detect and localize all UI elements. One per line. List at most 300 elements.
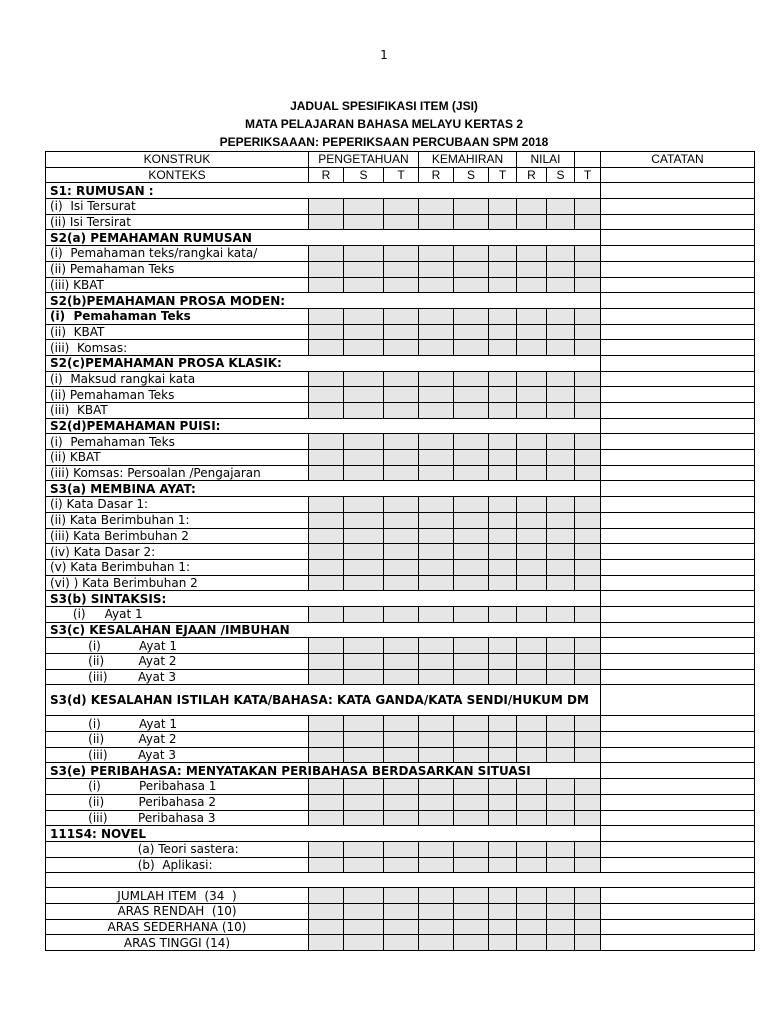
table-row-item — [46, 403, 755, 419]
score-cell — [489, 747, 517, 763]
score-cell — [344, 903, 384, 919]
score-cell — [419, 654, 454, 670]
score-cell — [489, 450, 517, 466]
header-empty-cell — [575, 152, 601, 168]
score-cell — [344, 857, 384, 873]
item-label: (iii) KBAT — [46, 403, 309, 419]
score-cell — [384, 559, 419, 575]
table-row-item — [46, 214, 755, 230]
catatan-cell — [601, 246, 755, 262]
item-label: (iii) Kata Berimbuhan 2 — [46, 528, 309, 544]
score-cell — [419, 732, 454, 748]
score-cell — [454, 638, 489, 654]
catatan-cell — [601, 841, 755, 857]
score-cell — [454, 779, 489, 795]
score-cell — [489, 261, 517, 277]
score-cell — [454, 450, 489, 466]
table-row-item — [46, 308, 755, 324]
jsi-table-body — [46, 183, 755, 951]
score-cell — [344, 497, 384, 513]
score-cell — [547, 214, 575, 230]
catatan-cell — [601, 528, 755, 544]
table-row-item — [46, 450, 755, 466]
header-sub-s: S — [454, 167, 489, 183]
score-cell — [575, 794, 601, 810]
catatan-cell — [601, 669, 755, 685]
score-cell — [489, 246, 517, 262]
score-cell — [454, 497, 489, 513]
catatan-cell — [601, 935, 755, 951]
score-cell — [489, 214, 517, 230]
item-label: (iii) KBAT — [46, 277, 309, 293]
score-cell — [344, 199, 384, 215]
score-cell — [454, 387, 489, 403]
score-cell — [575, 403, 601, 419]
item-label: (i) Pemahaman Teks — [46, 308, 309, 324]
total-label: ARAS TINGGI (14) — [46, 935, 309, 951]
score-cell — [547, 559, 575, 575]
catatan-cell — [601, 826, 755, 842]
table-row-item — [46, 371, 755, 387]
catatan-cell — [601, 183, 755, 199]
score-cell — [454, 340, 489, 356]
score-cell — [384, 246, 419, 262]
score-cell — [547, 528, 575, 544]
score-cell — [309, 544, 344, 560]
score-cell — [575, 277, 601, 293]
catatan-cell — [601, 403, 755, 419]
catatan-cell — [601, 355, 755, 371]
score-cell — [454, 857, 489, 873]
score-cell — [547, 324, 575, 340]
item-label: (ii) Isi Tersirat — [46, 214, 309, 230]
score-cell — [517, 638, 547, 654]
score-cell — [454, 214, 489, 230]
catatan-cell — [601, 371, 755, 387]
score-cell — [419, 559, 454, 575]
score-cell — [309, 277, 344, 293]
score-cell — [517, 497, 547, 513]
score-cell — [547, 544, 575, 560]
total-label: ARAS SEDERHANA (10) — [46, 919, 309, 935]
score-cell — [384, 903, 419, 919]
score-cell — [344, 888, 384, 904]
catatan-cell — [601, 324, 755, 340]
score-cell — [454, 903, 489, 919]
score-cell — [309, 450, 344, 466]
score-cell — [547, 810, 575, 826]
table-row-item — [46, 246, 755, 262]
score-cell — [309, 732, 344, 748]
score-cell — [384, 654, 419, 670]
item-label: (b) Aplikasi: — [46, 857, 309, 873]
item-label: (i) Pemahaman Teks — [46, 434, 309, 450]
score-cell — [517, 261, 547, 277]
total-label: ARAS RENDAH (10) — [46, 903, 309, 919]
score-cell — [384, 512, 419, 528]
catatan-cell — [601, 591, 755, 607]
item-label: (iii) Komsas: Persoalan /Pengajaran — [46, 465, 309, 481]
score-cell — [419, 810, 454, 826]
catatan-cell — [601, 465, 755, 481]
header-nilai: NILAI — [517, 152, 575, 168]
score-cell — [517, 903, 547, 919]
score-cell — [575, 497, 601, 513]
score-cell — [517, 716, 547, 732]
table-row-total — [46, 919, 755, 935]
catatan-cell — [601, 340, 755, 356]
score-cell — [454, 528, 489, 544]
item-label: (ii) KBAT — [46, 324, 309, 340]
score-cell — [344, 841, 384, 857]
score-cell — [309, 669, 344, 685]
item-label: (v) Kata Berimbuhan 1: — [46, 559, 309, 575]
score-cell — [489, 559, 517, 575]
score-cell — [517, 654, 547, 670]
score-cell — [575, 434, 601, 450]
score-cell — [384, 732, 419, 748]
score-cell — [547, 497, 575, 513]
score-cell — [384, 606, 419, 622]
score-cell — [547, 403, 575, 419]
score-cell — [575, 246, 601, 262]
score-cell — [517, 387, 547, 403]
score-cell — [575, 308, 601, 324]
catatan-cell — [601, 857, 755, 873]
score-cell — [419, 716, 454, 732]
score-cell — [419, 497, 454, 513]
score-cell — [454, 261, 489, 277]
score-cell — [454, 246, 489, 262]
score-cell — [344, 716, 384, 732]
score-cell — [344, 544, 384, 560]
score-cell — [547, 841, 575, 857]
score-cell — [517, 371, 547, 387]
score-cell — [384, 716, 419, 732]
table-row-item — [46, 465, 755, 481]
score-cell — [517, 308, 547, 324]
header-sub-r: R — [517, 167, 547, 183]
score-cell — [575, 857, 601, 873]
score-cell — [419, 450, 454, 466]
score-cell — [309, 497, 344, 513]
table-row-section — [46, 763, 755, 779]
item-label: (i) Pemahaman teks/rangkai kata/ — [46, 246, 309, 262]
score-cell — [575, 716, 601, 732]
score-cell — [454, 935, 489, 951]
score-cell — [384, 214, 419, 230]
score-cell — [309, 888, 344, 904]
score-cell — [309, 465, 344, 481]
header-sub-s: S — [547, 167, 575, 183]
score-cell — [309, 559, 344, 575]
score-cell — [454, 794, 489, 810]
score-cell — [454, 277, 489, 293]
score-cell — [454, 544, 489, 560]
score-cell — [489, 716, 517, 732]
doc-title: JADUAL SPESIFIKASI ITEM (JSI) — [290, 99, 478, 113]
table-row-item — [46, 810, 755, 826]
score-cell — [517, 935, 547, 951]
score-cell — [489, 810, 517, 826]
header-sub-r: R — [419, 167, 454, 183]
header-sub-t: T — [384, 167, 419, 183]
doc-subtitle-exam: PEPERIKSAAAN: PEPERIKSAAN PERCUBAAN SPM 2018 — [219, 135, 549, 149]
score-cell — [547, 277, 575, 293]
score-cell — [309, 716, 344, 732]
table-row-item — [46, 606, 755, 622]
score-cell — [575, 638, 601, 654]
score-cell — [419, 794, 454, 810]
score-cell — [547, 371, 575, 387]
table-row-total — [46, 888, 755, 904]
score-cell — [547, 340, 575, 356]
table-row-item — [46, 654, 755, 670]
table-row-total — [46, 903, 755, 919]
score-cell — [547, 732, 575, 748]
score-cell — [344, 779, 384, 795]
table-row-section — [46, 418, 755, 434]
item-label: (i) Ayat 1 — [46, 638, 309, 654]
item-label: (iii) Peribahasa 3 — [46, 810, 309, 826]
score-cell — [575, 261, 601, 277]
score-cell — [489, 434, 517, 450]
score-cell — [309, 779, 344, 795]
score-cell — [454, 465, 489, 481]
score-cell — [517, 669, 547, 685]
table-row-item — [46, 324, 755, 340]
score-cell — [384, 199, 419, 215]
catatan-cell — [601, 230, 755, 246]
score-cell — [384, 261, 419, 277]
table-row-item — [46, 559, 755, 575]
item-label: (i) Ayat 1 — [46, 716, 309, 732]
section-heading: S2(a) PEMAHAMAN RUMUSAN — [46, 230, 601, 246]
score-cell — [547, 575, 575, 591]
score-cell — [517, 779, 547, 795]
catatan-cell — [601, 387, 755, 403]
score-cell — [547, 654, 575, 670]
score-cell — [575, 544, 601, 560]
item-label: (ii) Kata Berimbuhan 1: — [46, 512, 309, 528]
table-row-item — [46, 528, 755, 544]
score-cell — [489, 606, 517, 622]
score-cell — [575, 450, 601, 466]
score-cell — [384, 371, 419, 387]
score-cell — [454, 512, 489, 528]
score-cell — [384, 340, 419, 356]
score-cell — [344, 654, 384, 670]
header-sub-t: T — [489, 167, 517, 183]
score-cell — [454, 810, 489, 826]
score-cell — [547, 512, 575, 528]
score-cell — [309, 434, 344, 450]
score-cell — [489, 465, 517, 481]
doc-subtitle-subject: MATA PELAJARAN BAHASA MELAYU KERTAS 2 — [244, 117, 523, 131]
score-cell — [547, 716, 575, 732]
score-cell — [489, 732, 517, 748]
table-row-item — [46, 277, 755, 293]
score-cell — [309, 261, 344, 277]
score-cell — [419, 340, 454, 356]
table-row-item — [46, 794, 755, 810]
item-label: (ii) Peribahasa 2 — [46, 794, 309, 810]
header-sub-s: S — [344, 167, 384, 183]
table-row-item — [46, 387, 755, 403]
catatan-cell — [601, 888, 755, 904]
score-cell — [344, 810, 384, 826]
score-cell — [419, 638, 454, 654]
score-cell — [419, 935, 454, 951]
section-heading: 111S4: NOVEL — [46, 826, 601, 842]
score-cell — [547, 638, 575, 654]
score-cell — [419, 747, 454, 763]
section-heading: S3(b) SINTAKSIS: — [46, 591, 601, 607]
header-kemahiran: KEMAHIRAN — [419, 152, 517, 168]
catatan-cell — [601, 261, 755, 277]
score-cell — [454, 654, 489, 670]
score-cell — [489, 794, 517, 810]
score-cell — [547, 308, 575, 324]
catatan-cell — [601, 903, 755, 919]
score-cell — [344, 606, 384, 622]
score-cell — [419, 199, 454, 215]
score-cell — [575, 465, 601, 481]
catatan-cell — [601, 919, 755, 935]
score-cell — [517, 794, 547, 810]
score-cell — [454, 669, 489, 685]
item-label: (i) Kata Dasar 1: — [46, 497, 309, 513]
score-cell — [419, 403, 454, 419]
score-cell — [309, 606, 344, 622]
score-cell — [384, 747, 419, 763]
score-cell — [344, 450, 384, 466]
catatan-cell — [601, 732, 755, 748]
catatan-cell — [601, 810, 755, 826]
item-label: (vi) ) Kata Berimbuhan 2 — [46, 575, 309, 591]
score-cell — [309, 214, 344, 230]
score-cell — [344, 575, 384, 591]
score-cell — [384, 857, 419, 873]
score-cell — [344, 794, 384, 810]
score-cell — [517, 528, 547, 544]
score-cell — [344, 732, 384, 748]
score-cell — [419, 308, 454, 324]
score-cell — [489, 403, 517, 419]
score-cell — [344, 669, 384, 685]
score-cell — [547, 246, 575, 262]
score-cell — [517, 277, 547, 293]
score-cell — [575, 559, 601, 575]
score-cell — [575, 606, 601, 622]
section-heading: S1: RUMUSAN : — [46, 183, 601, 199]
score-cell — [309, 403, 344, 419]
jsi-table — [45, 151, 755, 951]
score-cell — [309, 747, 344, 763]
score-cell — [309, 857, 344, 873]
score-cell — [575, 528, 601, 544]
score-cell — [454, 434, 489, 450]
score-cell — [384, 575, 419, 591]
score-cell — [384, 528, 419, 544]
section-heading: S2(c)PEMAHAMAN PROSA KLASIK: — [46, 355, 601, 371]
score-cell — [517, 841, 547, 857]
catatan-cell — [601, 308, 755, 324]
score-cell — [454, 919, 489, 935]
score-cell — [575, 888, 601, 904]
score-cell — [517, 810, 547, 826]
table-row-section — [46, 481, 755, 497]
score-cell — [344, 246, 384, 262]
score-cell — [454, 888, 489, 904]
score-cell — [489, 857, 517, 873]
table-row-item — [46, 497, 755, 513]
score-cell — [384, 277, 419, 293]
score-cell — [454, 747, 489, 763]
score-cell — [344, 528, 384, 544]
score-cell — [489, 497, 517, 513]
score-cell — [454, 559, 489, 575]
score-cell — [489, 387, 517, 403]
score-cell — [547, 261, 575, 277]
score-cell — [384, 497, 419, 513]
score-cell — [454, 403, 489, 419]
table-row-total — [46, 935, 755, 951]
score-cell — [575, 669, 601, 685]
score-cell — [489, 512, 517, 528]
score-cell — [419, 246, 454, 262]
score-cell — [454, 308, 489, 324]
table-row-item — [46, 669, 755, 685]
score-cell — [454, 732, 489, 748]
score-cell — [419, 371, 454, 387]
score-cell — [575, 747, 601, 763]
score-cell — [344, 308, 384, 324]
score-cell — [489, 371, 517, 387]
table-row-item — [46, 199, 755, 215]
score-cell — [419, 669, 454, 685]
score-cell — [489, 199, 517, 215]
score-cell — [517, 403, 547, 419]
score-cell — [384, 465, 419, 481]
score-cell — [547, 857, 575, 873]
catatan-cell — [601, 418, 755, 434]
blank-row — [46, 873, 755, 888]
score-cell — [489, 277, 517, 293]
score-cell — [384, 779, 419, 795]
score-cell — [575, 779, 601, 795]
score-cell — [419, 779, 454, 795]
score-cell — [517, 434, 547, 450]
catatan-cell — [601, 794, 755, 810]
score-cell — [575, 903, 601, 919]
catatan-cell — [601, 654, 755, 670]
item-label: (iv) Kata Dasar 2: — [46, 544, 309, 560]
score-cell — [547, 935, 575, 951]
score-cell — [384, 669, 419, 685]
section-heading: S2(d)PEMAHAMAN PUISI: — [46, 418, 601, 434]
score-cell — [309, 638, 344, 654]
score-cell — [344, 387, 384, 403]
score-cell — [344, 214, 384, 230]
table-row-item — [46, 544, 755, 560]
score-cell — [575, 387, 601, 403]
item-label: (ii) Ayat 2 — [46, 654, 309, 670]
table-row-item — [46, 732, 755, 748]
score-cell — [489, 888, 517, 904]
score-cell — [344, 261, 384, 277]
item-label: (i) Ayat 1 — [46, 606, 309, 622]
